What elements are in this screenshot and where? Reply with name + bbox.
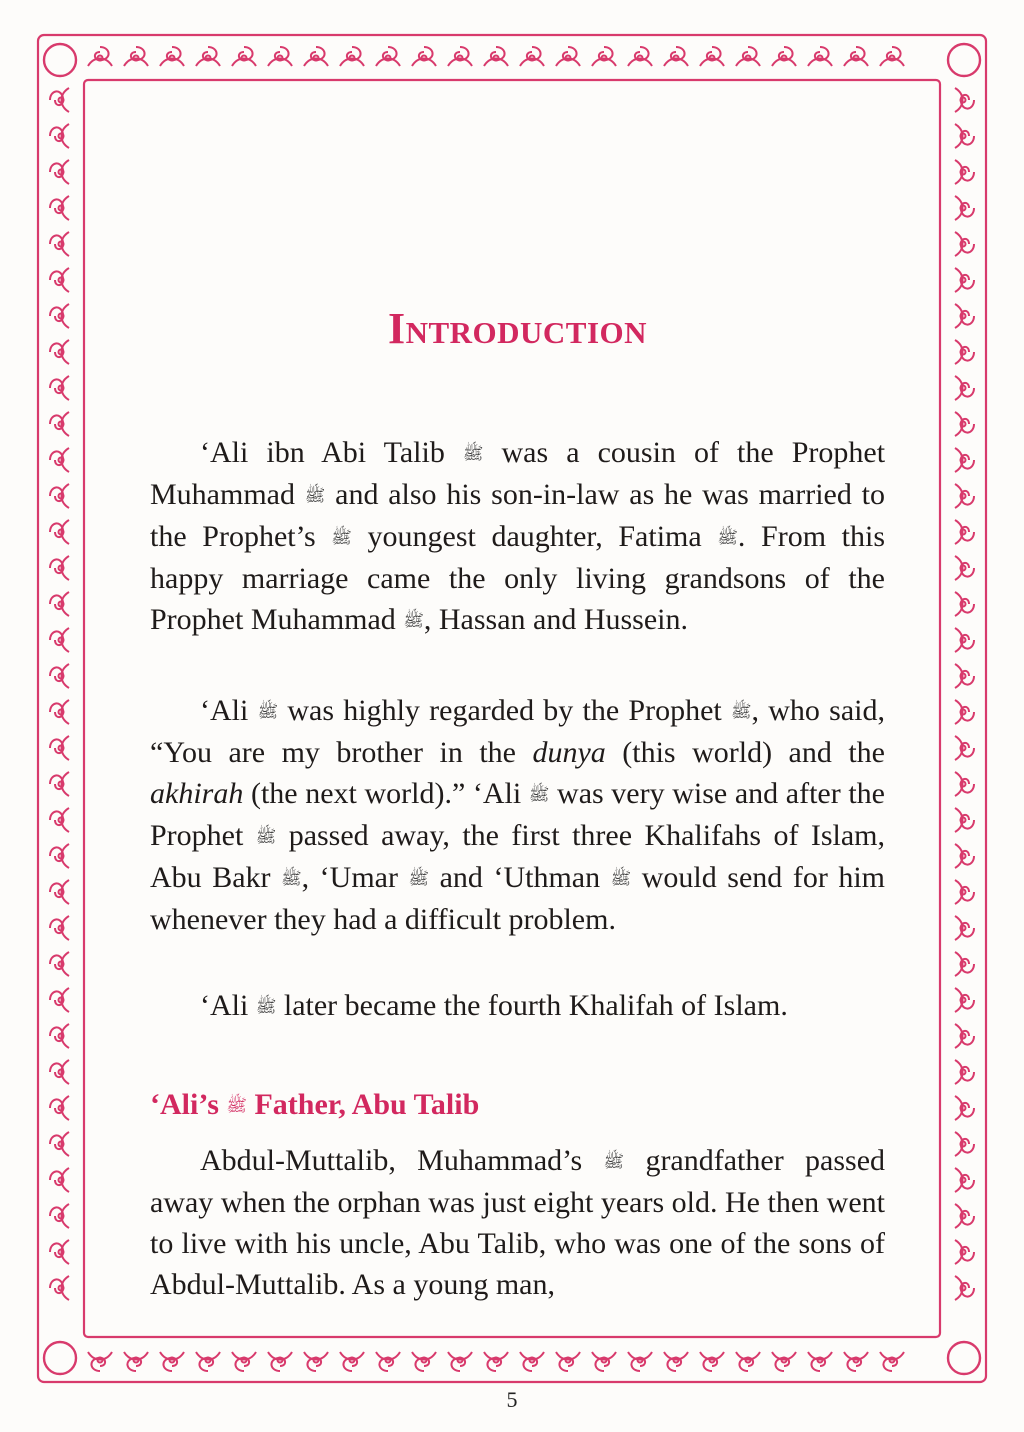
border-ornament xyxy=(955,448,974,472)
border-ornament xyxy=(50,196,69,220)
border-ornament xyxy=(808,1352,832,1371)
honorific-glyph: ﷺ xyxy=(255,827,277,846)
border-ornament xyxy=(50,88,69,112)
border-ornament xyxy=(955,1024,974,1048)
border-ornament xyxy=(955,1132,974,1156)
text-run: and also his son-in-law as he was married to the Prophet’s xyxy=(150,478,885,553)
border-ornament xyxy=(376,47,400,66)
heading-text: Father, Abu Talib xyxy=(254,1088,480,1121)
text-run: ‘Ali ibn Abi Talib xyxy=(200,436,445,469)
paragraph-intro xyxy=(150,432,885,641)
border-ornament xyxy=(955,1060,974,1084)
border-ornament xyxy=(124,1352,148,1371)
border-ornament xyxy=(844,1352,868,1371)
border-ornament xyxy=(955,772,974,796)
honorific-glyph: ﷺ xyxy=(304,486,326,505)
text-run: was highly regarded by the Prophet xyxy=(287,694,722,727)
border-ornament xyxy=(50,556,69,580)
border-ornament xyxy=(88,47,112,66)
term-dunya: dunya xyxy=(532,736,606,769)
border-ornament xyxy=(955,808,974,832)
border-ornament xyxy=(50,1096,69,1120)
paragraph-abdul-muttalib xyxy=(150,1140,885,1305)
border-ornament xyxy=(664,47,688,66)
honorific-glyph: ﷺ xyxy=(331,528,352,547)
border-ornament xyxy=(955,664,974,688)
text-run: , ‘Umar xyxy=(301,861,398,894)
border-ornament xyxy=(955,1204,974,1228)
border-ornament xyxy=(484,47,508,66)
section-heading xyxy=(150,1088,479,1122)
border-ornament xyxy=(50,520,69,544)
paragraph-regard xyxy=(150,690,885,940)
border-ornament xyxy=(50,304,69,328)
border-ornament xyxy=(232,1352,256,1371)
border-ornament xyxy=(955,592,974,616)
border-ornament xyxy=(304,1352,328,1371)
honorific-glyph: ﷺ xyxy=(610,869,632,888)
border-ornament xyxy=(955,844,974,868)
border-ornament xyxy=(268,47,292,66)
honorific-glyph: ﷺ xyxy=(717,528,738,547)
border-ornament xyxy=(50,628,69,652)
border-ornament xyxy=(448,1352,472,1371)
border-ornament xyxy=(664,1352,688,1371)
border-ornament xyxy=(880,1352,904,1371)
border-ornament xyxy=(955,628,974,652)
honorific-glyph: ﷺ xyxy=(255,997,277,1016)
text-run: later became the fourth Khalifah of Islam. xyxy=(283,989,788,1022)
border-ornament xyxy=(50,1060,69,1084)
border-ornament xyxy=(50,1132,69,1156)
border-ornament xyxy=(955,700,974,724)
border-ornament xyxy=(50,412,69,436)
border-ornament xyxy=(412,47,436,66)
text-run: , Hassan and Hussein. xyxy=(423,603,688,636)
border-ornament xyxy=(50,124,69,148)
border-ornament xyxy=(955,556,974,580)
border-ornament xyxy=(50,700,69,724)
border-ornament xyxy=(268,1352,292,1371)
border-ornament xyxy=(955,988,974,1012)
border-ornament xyxy=(50,1204,69,1228)
border-ornament xyxy=(160,1352,184,1371)
border-ornament xyxy=(880,47,904,66)
honorific-glyph: ﷺ xyxy=(462,444,484,463)
border-ornament xyxy=(955,520,974,544)
honorific-glyph: ﷺ xyxy=(281,869,302,888)
border-ornament xyxy=(520,47,544,66)
border-ornament xyxy=(955,376,974,400)
border-ornament xyxy=(50,880,69,904)
border-ornament xyxy=(50,376,69,400)
border-ornament xyxy=(50,592,69,616)
border-ornament xyxy=(50,448,69,472)
border-ornament xyxy=(955,880,974,904)
border-ornament xyxy=(50,232,69,256)
border-ornament xyxy=(376,1352,400,1371)
border-ornament xyxy=(50,1024,69,1048)
text-run: passed away, the first three Khalifahs of Islam, Abu Bakr xyxy=(150,819,886,894)
border-ornament xyxy=(955,124,974,148)
border-ornament xyxy=(955,1240,974,1264)
border-ornament xyxy=(556,1352,580,1371)
text-run: youngest daughter, Fatima xyxy=(367,520,702,553)
page-title: Introduction xyxy=(387,304,648,353)
border-ornament xyxy=(50,1276,69,1300)
border-ornament xyxy=(412,1352,436,1371)
text-run: (this world) and the xyxy=(622,736,885,769)
border-ornament xyxy=(50,916,69,940)
border-ornament xyxy=(340,1352,364,1371)
border-ornament xyxy=(700,47,724,66)
border-ornament xyxy=(196,1352,220,1371)
honorific-glyph: ﷺ xyxy=(528,785,550,804)
text-run: (the next world).” ‘Ali xyxy=(250,777,522,810)
text-run: ‘Ali xyxy=(200,694,249,727)
text-run: , who said, “You are my brother in the xyxy=(150,694,885,769)
text-run: . From this happy marriage came the only living grandsons of the Prophet Muhammad xyxy=(150,520,886,636)
border-ornament xyxy=(700,1352,724,1371)
border-ornament xyxy=(955,160,974,184)
border-ornament xyxy=(955,340,974,364)
border-ornament xyxy=(124,47,148,66)
border-ornament xyxy=(955,1096,974,1120)
honorific-glyph: ﷺ xyxy=(603,1152,625,1171)
border-ornament xyxy=(955,736,974,760)
border-ornament xyxy=(955,88,974,112)
border-ornament xyxy=(340,47,364,66)
border-ornament xyxy=(808,47,832,66)
border-ornament xyxy=(88,1352,112,1371)
border-ornament xyxy=(592,1352,616,1371)
border-ornament xyxy=(196,47,220,66)
border-ornament xyxy=(592,47,616,66)
honorific-glyph: ﷺ xyxy=(730,702,752,721)
border-ornament xyxy=(628,47,652,66)
border-ornament xyxy=(628,1352,652,1371)
border-ornament xyxy=(556,47,580,66)
honorific-glyph: ﷺ xyxy=(403,611,424,630)
text-run: and ‘Uthman xyxy=(439,861,601,894)
border-ornament xyxy=(955,412,974,436)
border-ornament xyxy=(50,1240,69,1264)
border-ornament xyxy=(50,952,69,976)
border-ornament xyxy=(50,160,69,184)
border-ornament xyxy=(736,47,760,66)
text-run: grandfather passed away when the orphan was just eight years old. He then went to live with his uncle, Abu Talib, who was one of the sons of Abdul-Muttalib. As a young man, xyxy=(150,1144,886,1301)
border-ornament xyxy=(955,232,974,256)
border-ornament xyxy=(772,1352,796,1371)
border-ornament xyxy=(484,1352,508,1371)
border-ornament xyxy=(844,47,868,66)
text-run: ‘Ali xyxy=(200,989,249,1022)
honorific-glyph: ﷺ xyxy=(257,702,279,721)
border-ornament xyxy=(160,47,184,66)
border-ornament xyxy=(955,952,974,976)
text-run: would send for him whenever they had a difficult problem. xyxy=(150,861,886,936)
text-run: was a cousin of the Prophet Muhammad xyxy=(150,436,886,511)
border-ornament xyxy=(955,304,974,328)
border-ornament xyxy=(736,1352,760,1371)
border-ornament xyxy=(955,1168,974,1192)
border-ornament xyxy=(50,340,69,364)
border-ornament xyxy=(448,47,472,66)
border-ornament xyxy=(955,484,974,508)
honorific-glyph: ﷺ xyxy=(408,869,430,888)
term-akhirah: akhirah xyxy=(150,777,244,810)
border-ornament xyxy=(955,1276,974,1300)
text-run: was very wise and after the Prophet xyxy=(150,777,885,852)
text-run: Abdul-Muttalib, Muhammad’s xyxy=(200,1144,583,1177)
border-ornament xyxy=(955,916,974,940)
border-ornament xyxy=(50,988,69,1012)
border-ornament xyxy=(50,664,69,688)
border-ornament xyxy=(50,772,69,796)
border-ornament xyxy=(50,736,69,760)
border-ornament xyxy=(955,196,974,220)
border-ornament xyxy=(50,484,69,508)
border-ornament xyxy=(232,47,256,66)
border-ornament xyxy=(50,1168,69,1192)
border-ornament xyxy=(50,844,69,868)
paragraph-khalifah xyxy=(150,985,885,1027)
border-ornament xyxy=(50,808,69,832)
border-ornament xyxy=(50,268,69,292)
border-ornament xyxy=(304,47,328,66)
page-number: 5 xyxy=(506,1387,518,1412)
border-ornament xyxy=(520,1352,544,1371)
border-ornament xyxy=(955,268,974,292)
border-ornament xyxy=(772,47,796,66)
heading-text: ‘Ali’s xyxy=(150,1088,219,1121)
honorific-glyph: ﷺ xyxy=(226,1096,247,1115)
